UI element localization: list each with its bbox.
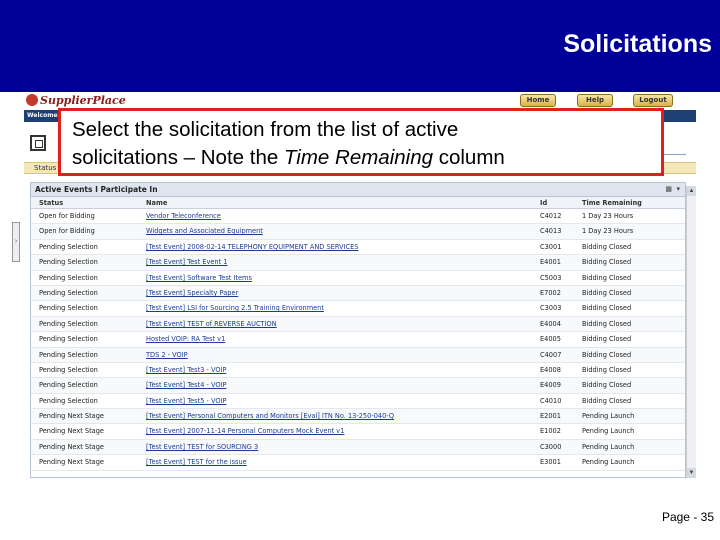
table-row[interactable]	[31, 455, 685, 470]
cell-name-link[interactable]: [Test Event] LSI for Sourcing 2.5 Training Environment	[146, 304, 324, 313]
cell-name-link[interactable]: [Test Event] 2007-11-14 Personal Computers Mock Event v1	[146, 427, 345, 436]
cell-time-remaining: Bidding Closed	[582, 350, 632, 359]
table-header	[31, 197, 685, 209]
cell-time-remaining: Pending Launch	[582, 427, 635, 436]
cell-status: Open for Bidding	[39, 212, 95, 220]
cell-time-remaining: Pending Launch	[582, 412, 635, 421]
cell-status: Open for Bidding	[39, 227, 95, 236]
callout-line-2-start: solicitations – Note the	[72, 146, 284, 169]
slide-banner	[0, 0, 720, 92]
cell-status: Pending Selection	[39, 365, 98, 374]
cell-status: Pending Selection	[39, 381, 98, 390]
cell-status: Pending Next Stage	[39, 442, 104, 451]
side-collapse-handle[interactable]: ›	[12, 222, 20, 262]
cell-name-link[interactable]: [Test Event] Test Event 1	[146, 258, 228, 267]
callout-emphasis: Time Remaining	[283, 146, 434, 169]
cell-name-link[interactable]: Widgets and Associated Equipment	[146, 227, 263, 236]
cell-id: E4008	[540, 365, 561, 374]
status-label: Status	[34, 164, 57, 172]
cell-status: Pending Selection	[39, 335, 98, 344]
cell-name-link[interactable]: [Test Event] TEST for SOURCING 3	[146, 442, 259, 451]
column-header-id[interactable]: Id	[540, 199, 548, 207]
cell-id: E4009	[540, 381, 561, 390]
cell-id: E4005	[540, 335, 561, 344]
table-row[interactable]	[31, 378, 685, 393]
cell-name-link[interactable]: [Test Event] 2008-02-14 TELEPHONY EQUIPMENT AND SERVICES	[146, 242, 359, 251]
column-header-name[interactable]: Name	[146, 199, 168, 207]
table-row[interactable]	[31, 240, 685, 255]
select-checkbox[interactable]	[30, 135, 46, 151]
home-button[interactable]: Home	[520, 94, 556, 107]
table-row[interactable]	[31, 348, 685, 363]
cell-name-link[interactable]: [Test Event] Personal Computers and Monitors [Eval] ITN No. 13-250-040-Q	[146, 412, 395, 421]
cell-time-remaining: Bidding Closed	[582, 258, 632, 267]
cell-status: Pending Selection	[39, 319, 98, 328]
active-events-table	[30, 182, 686, 478]
table-row[interactable]	[31, 224, 685, 239]
help-button[interactable]: Help	[577, 94, 613, 107]
cell-time-remaining: Bidding Closed	[582, 242, 632, 251]
cell-id: C4007	[540, 350, 562, 359]
cell-status: Pending Selection	[39, 304, 98, 313]
cell-status: Pending Next Stage	[39, 412, 104, 421]
cell-time-remaining: Bidding Closed	[582, 381, 632, 390]
cell-status: Pending Selection	[39, 242, 98, 251]
table-row[interactable]	[31, 271, 685, 286]
table-options-icon[interactable]: ▦ ▾	[665, 185, 681, 193]
cell-name-link[interactable]: [Test Event] Software Test Items	[146, 273, 252, 282]
cell-id: C4010	[540, 396, 562, 405]
cell-name-link[interactable]: TDS 2 - VOIP	[146, 350, 188, 359]
cell-name-link[interactable]: [Test Event] Test5 - VOIP	[146, 396, 227, 405]
cell-status: Pending Selection	[39, 258, 98, 267]
cell-name-link[interactable]: Vendor Teleconference	[146, 212, 221, 220]
cell-status: Pending Selection	[39, 396, 98, 405]
logo-text: SupplierPlace	[40, 94, 126, 107]
cell-id: E4001	[540, 258, 561, 267]
cell-time-remaining: Pending Launch	[582, 458, 635, 467]
cell-time-remaining: Pending Launch	[582, 442, 635, 451]
cell-id: E7002	[540, 288, 561, 297]
table-row[interactable]	[31, 363, 685, 378]
table-row[interactable]	[31, 301, 685, 316]
cell-time-remaining: Bidding Closed	[582, 304, 632, 313]
cell-time-remaining: Bidding Closed	[582, 365, 632, 374]
table-row[interactable]	[31, 409, 685, 424]
page-number: Page - 35	[661, 510, 714, 524]
cell-status: Pending Selection	[39, 288, 98, 297]
cell-time-remaining: Bidding Closed	[582, 288, 632, 297]
table-row[interactable]	[31, 209, 685, 224]
table-row[interactable]	[31, 255, 685, 270]
cell-name-link[interactable]: [Test Event] TEST for the issue	[146, 458, 247, 467]
cell-status: Pending Next Stage	[39, 458, 104, 467]
callout-line-1: Select the solicitation from the list of active	[72, 118, 459, 141]
table-scrollbar[interactable]	[686, 186, 696, 478]
cell-id: C3003	[540, 304, 562, 313]
table-title-bar	[31, 183, 685, 197]
column-header-status[interactable]: Status	[39, 199, 64, 207]
cell-status: Pending Selection	[39, 350, 98, 359]
scroll-down-icon[interactable]: ▼	[688, 470, 695, 476]
welcome-text: Welcome	[27, 112, 58, 119]
table-row[interactable]	[31, 332, 685, 347]
logout-button[interactable]: Logout	[633, 94, 673, 107]
table-title: Active Events I Participate In	[35, 185, 158, 194]
cell-name-link[interactable]: Hosted VOIP: RA Test v1	[146, 335, 226, 344]
cell-id: C3000	[540, 442, 562, 451]
cell-time-remaining: 1 Day 23 Hours	[582, 212, 634, 220]
cell-id: E4004	[540, 319, 561, 328]
scroll-up-icon[interactable]: ▲	[688, 188, 695, 194]
cell-id: C5003	[540, 273, 562, 282]
column-header-time-remaining[interactable]: Time Remaining	[582, 199, 642, 207]
cell-time-remaining: Bidding Closed	[582, 319, 632, 328]
cell-id: C4012	[540, 212, 562, 220]
cell-id: E3001	[540, 458, 561, 467]
logo-mark-icon	[26, 94, 38, 106]
cell-time-remaining: Bidding Closed	[582, 273, 632, 282]
cell-time-remaining: Bidding Closed	[582, 396, 632, 405]
cell-time-remaining: Bidding Closed	[582, 335, 632, 344]
callout-line-2-end: column	[433, 146, 505, 169]
table-row[interactable]	[31, 286, 685, 301]
instruction-callout	[58, 108, 664, 176]
cell-name-link[interactable]: [Test Event] Test4 - VOIP	[146, 381, 227, 390]
cell-id: C3001	[540, 242, 562, 251]
cell-status: Pending Next Stage	[39, 427, 104, 436]
cell-id: E2001	[540, 412, 561, 421]
table-body	[31, 209, 685, 471]
cell-name-link[interactable]: [Test Event] Specialty Paper	[146, 288, 239, 297]
table-row[interactable]	[31, 440, 685, 455]
cell-name-link[interactable]: [Test Event] TEST of REVERSE AUCTION	[146, 319, 277, 328]
cell-time-remaining: 1 Day 23 Hours	[582, 227, 634, 236]
callout-line-2	[72, 144, 661, 172]
table-row[interactable]	[31, 394, 685, 409]
cell-status: Pending Selection	[39, 273, 98, 282]
cell-id: C4013	[540, 227, 562, 236]
table-row[interactable]	[31, 317, 685, 332]
cell-id: E1002	[540, 427, 561, 436]
slide-title: Solicitations	[563, 30, 712, 58]
cell-name-link[interactable]: [Test Event] Test3 - VOIP	[146, 365, 227, 374]
table-row[interactable]	[31, 424, 685, 439]
